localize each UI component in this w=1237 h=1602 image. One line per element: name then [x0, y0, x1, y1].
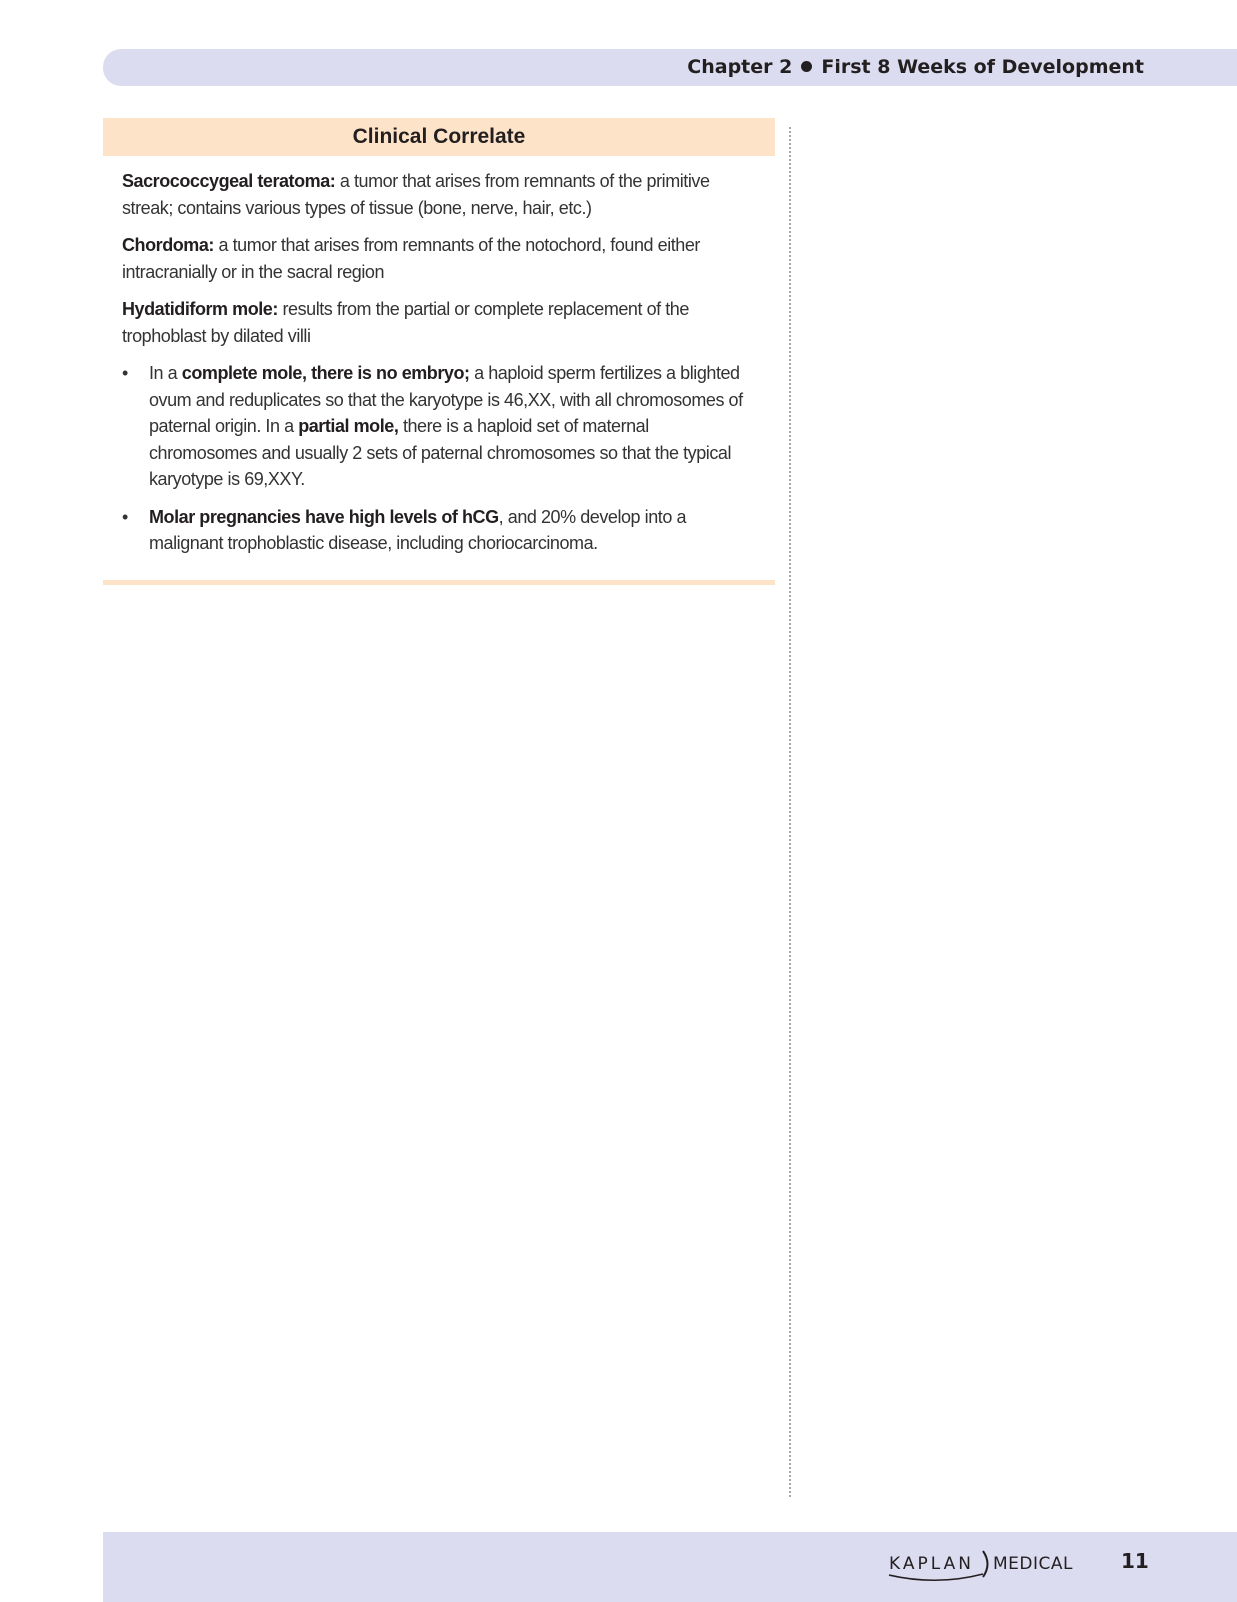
bold-text: complete mole, there is no embryo;	[181, 363, 470, 383]
text: , and 20% develop into a malignant trophoblastic disease, including choriocarcinoma.	[149, 506, 687, 553]
definition: a tumor that arises from remnants of the primitive streak; contains various types of tissue (bone, nerve, hair, etc.)	[122, 171, 710, 218]
paragraph-sacrococcygeal-teratoma	[122, 168, 755, 221]
bold-text: Molar pregnancies have high levels of hCG	[149, 506, 499, 527]
definition: a tumor that arises from remnants of the notochord, found either intracranially or in the sacral region	[122, 235, 700, 282]
running-footer	[103, 1532, 1237, 1602]
definition: results from the partial or complete replacement of the trophoblast by dilated villi	[122, 299, 689, 346]
header-bullet-icon	[801, 61, 812, 72]
page-number: 11	[1121, 1549, 1149, 1573]
term: Hydatidiform mole:	[122, 299, 278, 319]
list-item	[122, 360, 755, 493]
header-text	[687, 55, 1144, 79]
text: In a	[149, 363, 182, 383]
kaplan-medical-logo	[889, 1546, 1079, 1586]
paragraph-hydatidiform-mole	[122, 296, 755, 349]
bullet-icon: •	[122, 363, 128, 383]
list-item	[122, 504, 755, 557]
chapter-label: Chapter 2	[687, 56, 793, 78]
text: a haploid sperm fertilizes a blighted ovum and reduplicates so that the karyotype is 46,XX, with all chromosomes of paternal origin. In a	[149, 363, 743, 436]
logo-medical-text: MEDICAL	[993, 1554, 1073, 1574]
bullet-icon: •	[122, 506, 128, 527]
text: there is a haploid set of maternal chromosomes and usually 2 sets of paternal chromosomes so that the typical karyotype is 69,XXY.	[149, 416, 732, 489]
chapter-title: First 8 Weeks of Development	[821, 56, 1144, 78]
bullet-list	[122, 360, 755, 557]
clinical-correlate-box	[103, 118, 775, 585]
box-title: Clinical Correlate	[103, 118, 775, 156]
logo-kaplan-text: KAPLAN	[889, 1554, 974, 1574]
paragraph-chordoma	[122, 232, 755, 285]
term: Chordoma:	[122, 235, 214, 255]
term: Sacrococcygeal teratoma:	[122, 171, 336, 191]
bold-text: partial mole,	[298, 416, 399, 436]
box-content	[103, 156, 775, 580]
box-bottom-rule	[103, 580, 775, 585]
column-divider	[789, 127, 791, 1497]
logo-swoosh-icon	[887, 1572, 987, 1584]
running-header	[103, 49, 1237, 86]
